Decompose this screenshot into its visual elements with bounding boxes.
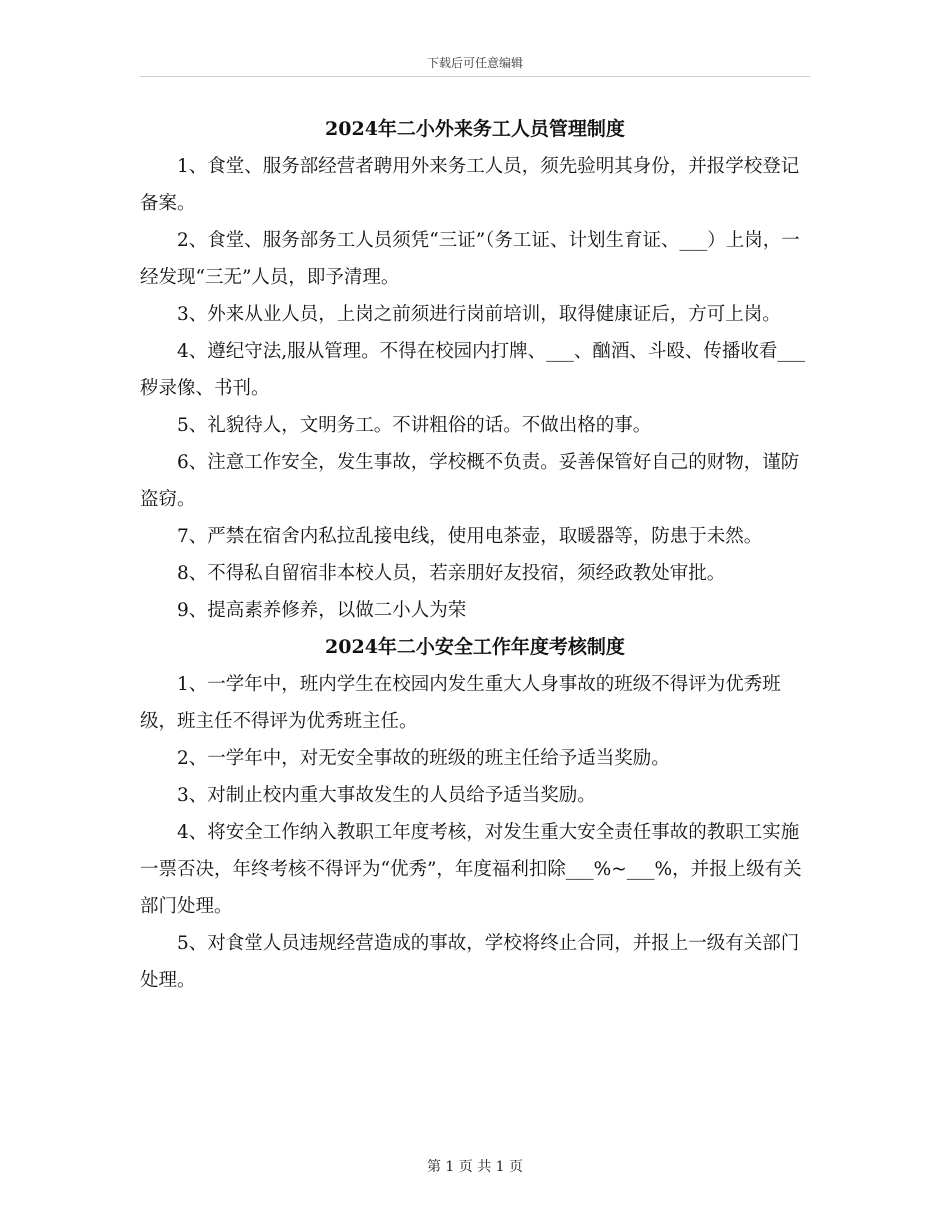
paragraph: 4、将安全工作纳入教职工年度考核，对发生重大安全责任事故的教职工实施一票否决，年终考核不得评为“优秀”，年度福利扣除___%~___%，并报上级有关部门处理。 (140, 822, 802, 917)
paragraph: 1、一学年中，班内学生在校园内发生重大人身事故的班级不得评为优秀班级，班主任不得评为优秀班主任。 (140, 674, 781, 732)
section-safety-assessment (140, 629, 810, 999)
paragraph: 8、不得私自留宿非本校人员，若亲朋好友投宿，须经政教处审批。 (177, 563, 726, 584)
section-title: 2024年二小安全工作年度考核制度 (325, 636, 625, 658)
section-title: 2024年二小外来务工人员管理制度 (325, 118, 625, 140)
paragraph: 2、食堂、服务部务工人员须凭“三证”（务工证、计划生育证、___）上岗，一经发现“三无”人员，即予清理。 (140, 230, 800, 288)
section-outsourced-workers (140, 111, 810, 629)
paragraph: 3、外来从业人员，上岗之前须进行岗前培训，取得健康证后，方可上岗。 (177, 304, 781, 325)
document-body (140, 111, 810, 999)
paragraph: 5、礼貌待人，文明务工。不讲粗俗的话。不做出格的事。 (177, 415, 652, 436)
page-header: 下载后可任意编辑 (426, 56, 523, 70)
paragraph: 4、遵纪守法,服从管理。不得在校园内打牌、___、酗酒、斗殴、传播收看___秽录像、书刊。 (140, 341, 806, 399)
paragraph: 5、对食堂人员违规经营造成的事故，学校将终止合同，并报上一级有关部门处理。 (140, 933, 800, 991)
paragraph: 2、一学年中，对无安全事故的班级的班主任给予适当奖励。 (177, 748, 670, 769)
header-divider (140, 76, 810, 77)
paragraph: 1、食堂、服务部经营者聘用外来务工人员，须先验明其身份，并报学校登记备案。 (140, 156, 800, 214)
paragraph: 3、对制止校内重大事故发生的人员给予适当奖励。 (177, 785, 596, 806)
paragraph: 7、严禁在宿舍内私拉乱接电线，使用电茶壶，取暖器等，防患于未然。 (177, 526, 763, 547)
paragraph: 6、注意工作安全，发生事故，学校概不负责。妥善保管好自己的财物，谨防盗窃。 (140, 452, 800, 510)
paragraph: 9、提高素养修养，以做二小人为荣 (177, 600, 467, 621)
page-footer: 第 1 页 共 1 页 (426, 1159, 524, 1175)
